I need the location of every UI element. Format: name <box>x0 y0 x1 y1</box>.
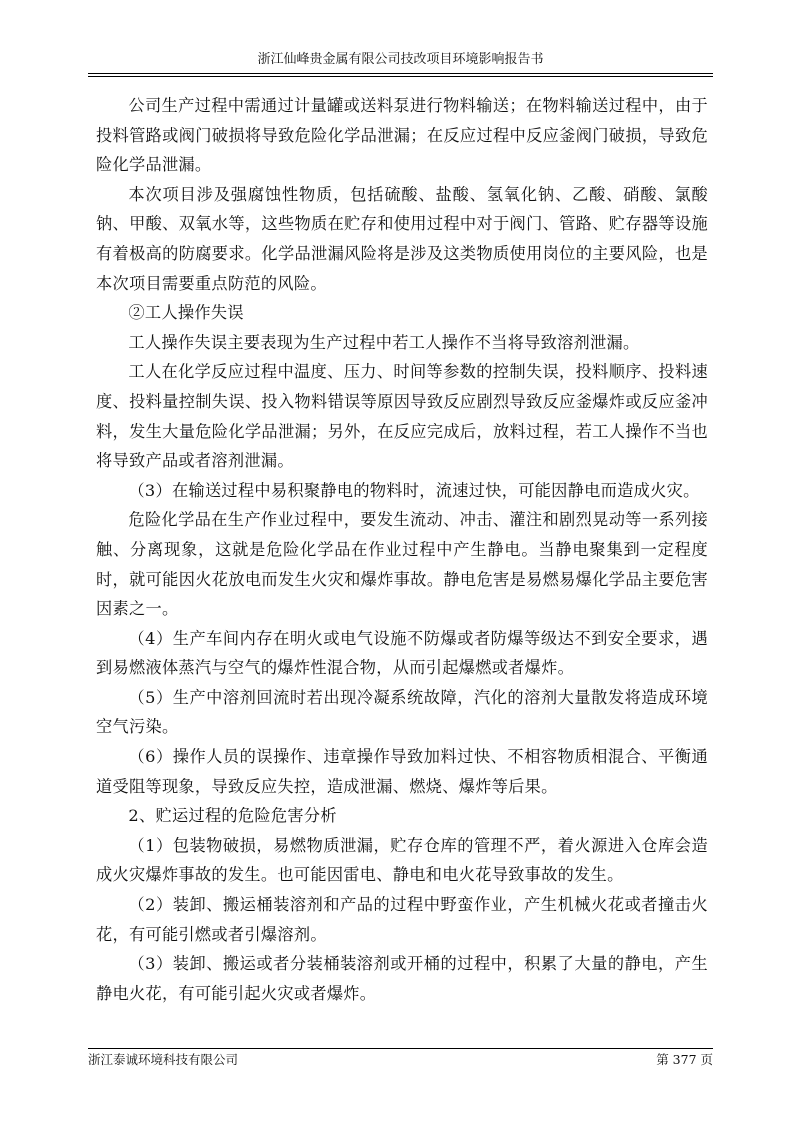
paragraph: 危险化学品在生产作业过程中，要发生流动、冲击、灌注和剧烈晃动等一系列接触、分离现象，这就是危险化学品在作业过程中产生静电。当静电聚集到一定程度时，就可能因火花放电而发生火灾和爆炸事故。静电危害是易燃易爆化学品主要危害因素之一。 <box>96 510 708 619</box>
header-rule-double <box>88 76 713 77</box>
paragraph: （2）装卸、搬运桶装溶剂和产品的过程中野蛮作业，产生机械火花或者撞击火花，有可能引燃或者引爆溶剂。 <box>96 895 708 944</box>
paragraph: （6）操作人员的误操作、违章操作导致加料过快、不相容物质相混合、平衡通道受阻等现象，导致反应失控，造成泄漏、燃烧、爆炸等后果。 <box>96 747 708 796</box>
paragraph: （1）包装物破损，易燃物质泄漏，贮存仓库的管理不严，着火源进入仓库会造成火灾爆炸事故的发生。也可能因雷电、静电和电火花导致事故的发生。 <box>96 835 708 885</box>
paragraph: （3）在输送过程中易积聚静电的物料时，流速过快，可能因静电而造成火灾。 <box>128 480 700 500</box>
paragraph: ②工人操作失误 <box>128 303 244 323</box>
page-header: 浙江仙峰贵金属有限公司技改项目环境影响报告书 <box>257 52 544 67</box>
document-body <box>96 91 708 1008</box>
footer-rule <box>88 1048 713 1049</box>
paragraph: 本次项目涉及强腐蚀性物质，包括硫酸、盐酸、氢氧化钠、乙酸、硝酸、氯酸钠、甲酸、双氧水等，这些物质在贮存和使用过程中对于阀门、管路、贮存器等设施有着极高的防腐要求。化学品泄漏风险将是涉及这类物质使用岗位的主要风险，也是本次项目需要重点防范的风险。 <box>96 184 708 293</box>
paragraph: 公司生产过程中需通过计量罐或送料泵进行物料输送；在物料输送过程中，由于投料管路或阀门破损将导致危险化学品泄漏；在反应过程中反应釜阀门破损，导致危险化学品泄漏。 <box>96 96 708 175</box>
paragraph: 工人在化学反应过程中温度、压力、时间等参数的控制失误，投料顺序、投料速度、投料量控制失误、投入物料错误等原因导致反应剧烈导致反应釜爆炸或反应釜冲料，发生大量危险化学品泄漏；另外，在反应完成后，放料过程，若工人操作不当也将导致产品或者溶剂泄漏。 <box>96 362 708 471</box>
paragraph: （5）生产中溶剂回流时若出现冷凝系统故障，汽化的溶剂大量散发将造成环境空气污染。 <box>96 687 708 737</box>
section-heading: 2、贮运过程的危险危害分析 <box>128 806 337 826</box>
paragraph: 工人操作失误主要表现为生产过程中若工人操作不当将导致溶剂泄漏。 <box>128 332 640 352</box>
footer-company: 浙江泰诚环境科技有限公司 <box>88 1052 239 1067</box>
page-number: 第 377 页 <box>656 1052 713 1067</box>
header-rule <box>88 73 713 74</box>
paragraph: （4）生产车间内存在明火或电气设施不防爆或者防爆等级达不到安全要求，遇到易燃液体蒸汽与空气的爆炸性混合物，从而引起爆燃或者爆炸。 <box>96 628 708 678</box>
paragraph: （3）装卸、搬运或者分装桶装溶剂或开桶的过程中，积累了大量的静电，产生静电火花，有可能引起火灾或者爆炸。 <box>96 954 708 1003</box>
